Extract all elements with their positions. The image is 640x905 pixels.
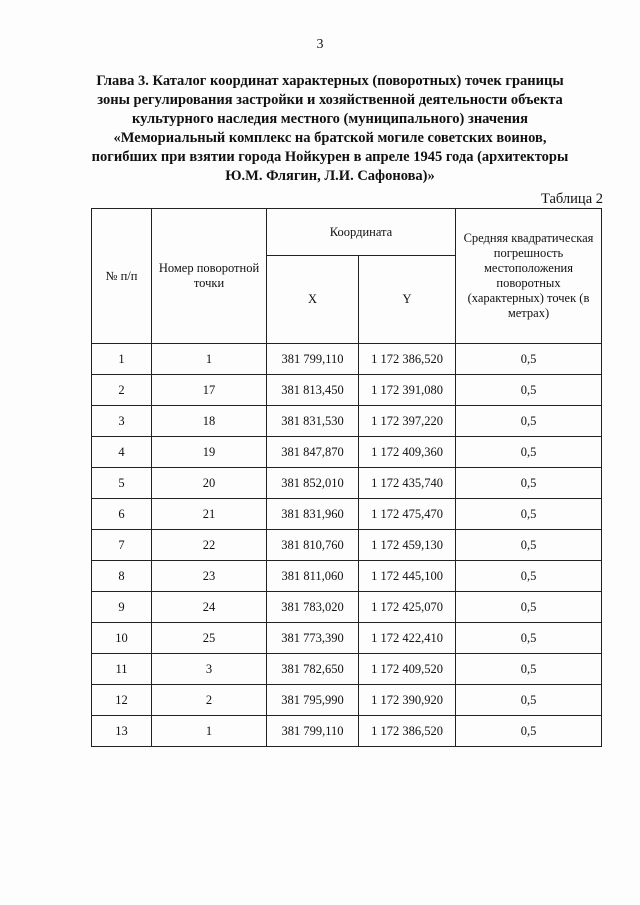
header-point-number: Номер поворотной точки <box>152 209 267 344</box>
cell-point: 24 <box>152 592 267 623</box>
cell-y: 1 172 386,520 <box>359 716 456 747</box>
cell-y: 1 172 459,130 <box>359 530 456 561</box>
table-body <box>92 344 602 747</box>
cell-error: 0,5 <box>456 530 602 561</box>
cell-error: 0,5 <box>456 468 602 499</box>
cell-num: 2 <box>92 375 152 406</box>
cell-x: 381 795,990 <box>267 685 359 716</box>
cell-error: 0,5 <box>456 375 602 406</box>
cell-x: 381 831,530 <box>267 406 359 437</box>
heading-line: Ю.М. Флягин, Л.И. Сафонова)» <box>225 168 435 184</box>
cell-y: 1 172 409,360 <box>359 437 456 468</box>
chapter-heading <box>60 72 600 186</box>
cell-point: 1 <box>152 344 267 375</box>
cell-num: 13 <box>92 716 152 747</box>
table-row <box>92 344 602 375</box>
cell-num: 4 <box>92 437 152 468</box>
cell-num: 9 <box>92 592 152 623</box>
table-row <box>92 375 602 406</box>
cell-y: 1 172 391,080 <box>359 375 456 406</box>
cell-error: 0,5 <box>456 623 602 654</box>
cell-error: 0,5 <box>456 716 602 747</box>
cell-num: 1 <box>92 344 152 375</box>
cell-error: 0,5 <box>456 344 602 375</box>
table-row <box>92 592 602 623</box>
cell-point: 23 <box>152 561 267 592</box>
cell-y: 1 172 422,410 <box>359 623 456 654</box>
cell-y: 1 172 397,220 <box>359 406 456 437</box>
heading-line: Глава 3. Каталог координат характерных (поворотных) точек границы <box>96 73 564 89</box>
cell-num: 8 <box>92 561 152 592</box>
cell-x: 381 831,960 <box>267 499 359 530</box>
table-row <box>92 406 602 437</box>
cell-point: 17 <box>152 375 267 406</box>
header-num: № п/п <box>92 209 152 344</box>
cell-point: 21 <box>152 499 267 530</box>
cell-error: 0,5 <box>456 406 602 437</box>
cell-x: 381 782,650 <box>267 654 359 685</box>
cell-point: 19 <box>152 437 267 468</box>
cell-y: 1 172 435,740 <box>359 468 456 499</box>
cell-error: 0,5 <box>456 654 602 685</box>
header-x: X <box>267 256 359 344</box>
cell-y: 1 172 390,920 <box>359 685 456 716</box>
header-coordinate: Координата <box>267 209 456 256</box>
heading-line: культурного наследия местного (муниципального) значения <box>131 111 529 127</box>
cell-x: 381 852,010 <box>267 468 359 499</box>
cell-x: 381 799,110 <box>267 716 359 747</box>
table-row <box>92 499 602 530</box>
cell-error: 0,5 <box>456 685 602 716</box>
page-number: 3 <box>316 37 324 52</box>
cell-x: 381 773,390 <box>267 623 359 654</box>
cell-num: 6 <box>92 499 152 530</box>
cell-x: 381 813,450 <box>267 375 359 406</box>
cell-y: 1 172 475,470 <box>359 499 456 530</box>
cell-y: 1 172 409,520 <box>359 654 456 685</box>
cell-y: 1 172 386,520 <box>359 344 456 375</box>
cell-error: 0,5 <box>456 499 602 530</box>
cell-x: 381 811,060 <box>267 561 359 592</box>
cell-error: 0,5 <box>456 592 602 623</box>
coordinates-table <box>91 208 602 747</box>
cell-point: 20 <box>152 468 267 499</box>
table-row <box>92 468 602 499</box>
cell-num: 5 <box>92 468 152 499</box>
cell-num: 7 <box>92 530 152 561</box>
heading-line: зоны регулирования застройки и хозяйственной деятельности объекта <box>97 92 563 108</box>
cell-point: 3 <box>152 654 267 685</box>
table-row <box>92 530 602 561</box>
cell-num: 11 <box>92 654 152 685</box>
table-caption: Таблица 2 <box>540 191 603 207</box>
cell-point: 22 <box>152 530 267 561</box>
table-row <box>92 623 602 654</box>
heading-line: погибших при взятии города Нойкурен в апреле 1945 года (архитекторы <box>91 149 569 165</box>
cell-y: 1 172 445,100 <box>359 561 456 592</box>
table-row <box>92 716 602 747</box>
cell-x: 381 799,110 <box>267 344 359 375</box>
cell-x: 381 810,760 <box>267 530 359 561</box>
cell-point: 1 <box>152 716 267 747</box>
cell-num: 10 <box>92 623 152 654</box>
heading-line: «Мемориальный комплекс на братской могиле советских воинов, <box>113 130 547 146</box>
header-error: Средняя квадратическая погрешность местоположения поворотных (характерных) точек (в метрах) <box>456 209 602 344</box>
cell-point: 25 <box>152 623 267 654</box>
table-row <box>92 654 602 685</box>
cell-point: 2 <box>152 685 267 716</box>
cell-error: 0,5 <box>456 561 602 592</box>
cell-num: 12 <box>92 685 152 716</box>
cell-y: 1 172 425,070 <box>359 592 456 623</box>
table-row <box>92 685 602 716</box>
cell-point: 18 <box>152 406 267 437</box>
table-header-row <box>92 209 602 256</box>
cell-error: 0,5 <box>456 437 602 468</box>
table-row <box>92 561 602 592</box>
table-row <box>92 437 602 468</box>
cell-num: 3 <box>92 406 152 437</box>
cell-x: 381 847,870 <box>267 437 359 468</box>
header-y: Y <box>359 256 456 344</box>
cell-x: 381 783,020 <box>267 592 359 623</box>
